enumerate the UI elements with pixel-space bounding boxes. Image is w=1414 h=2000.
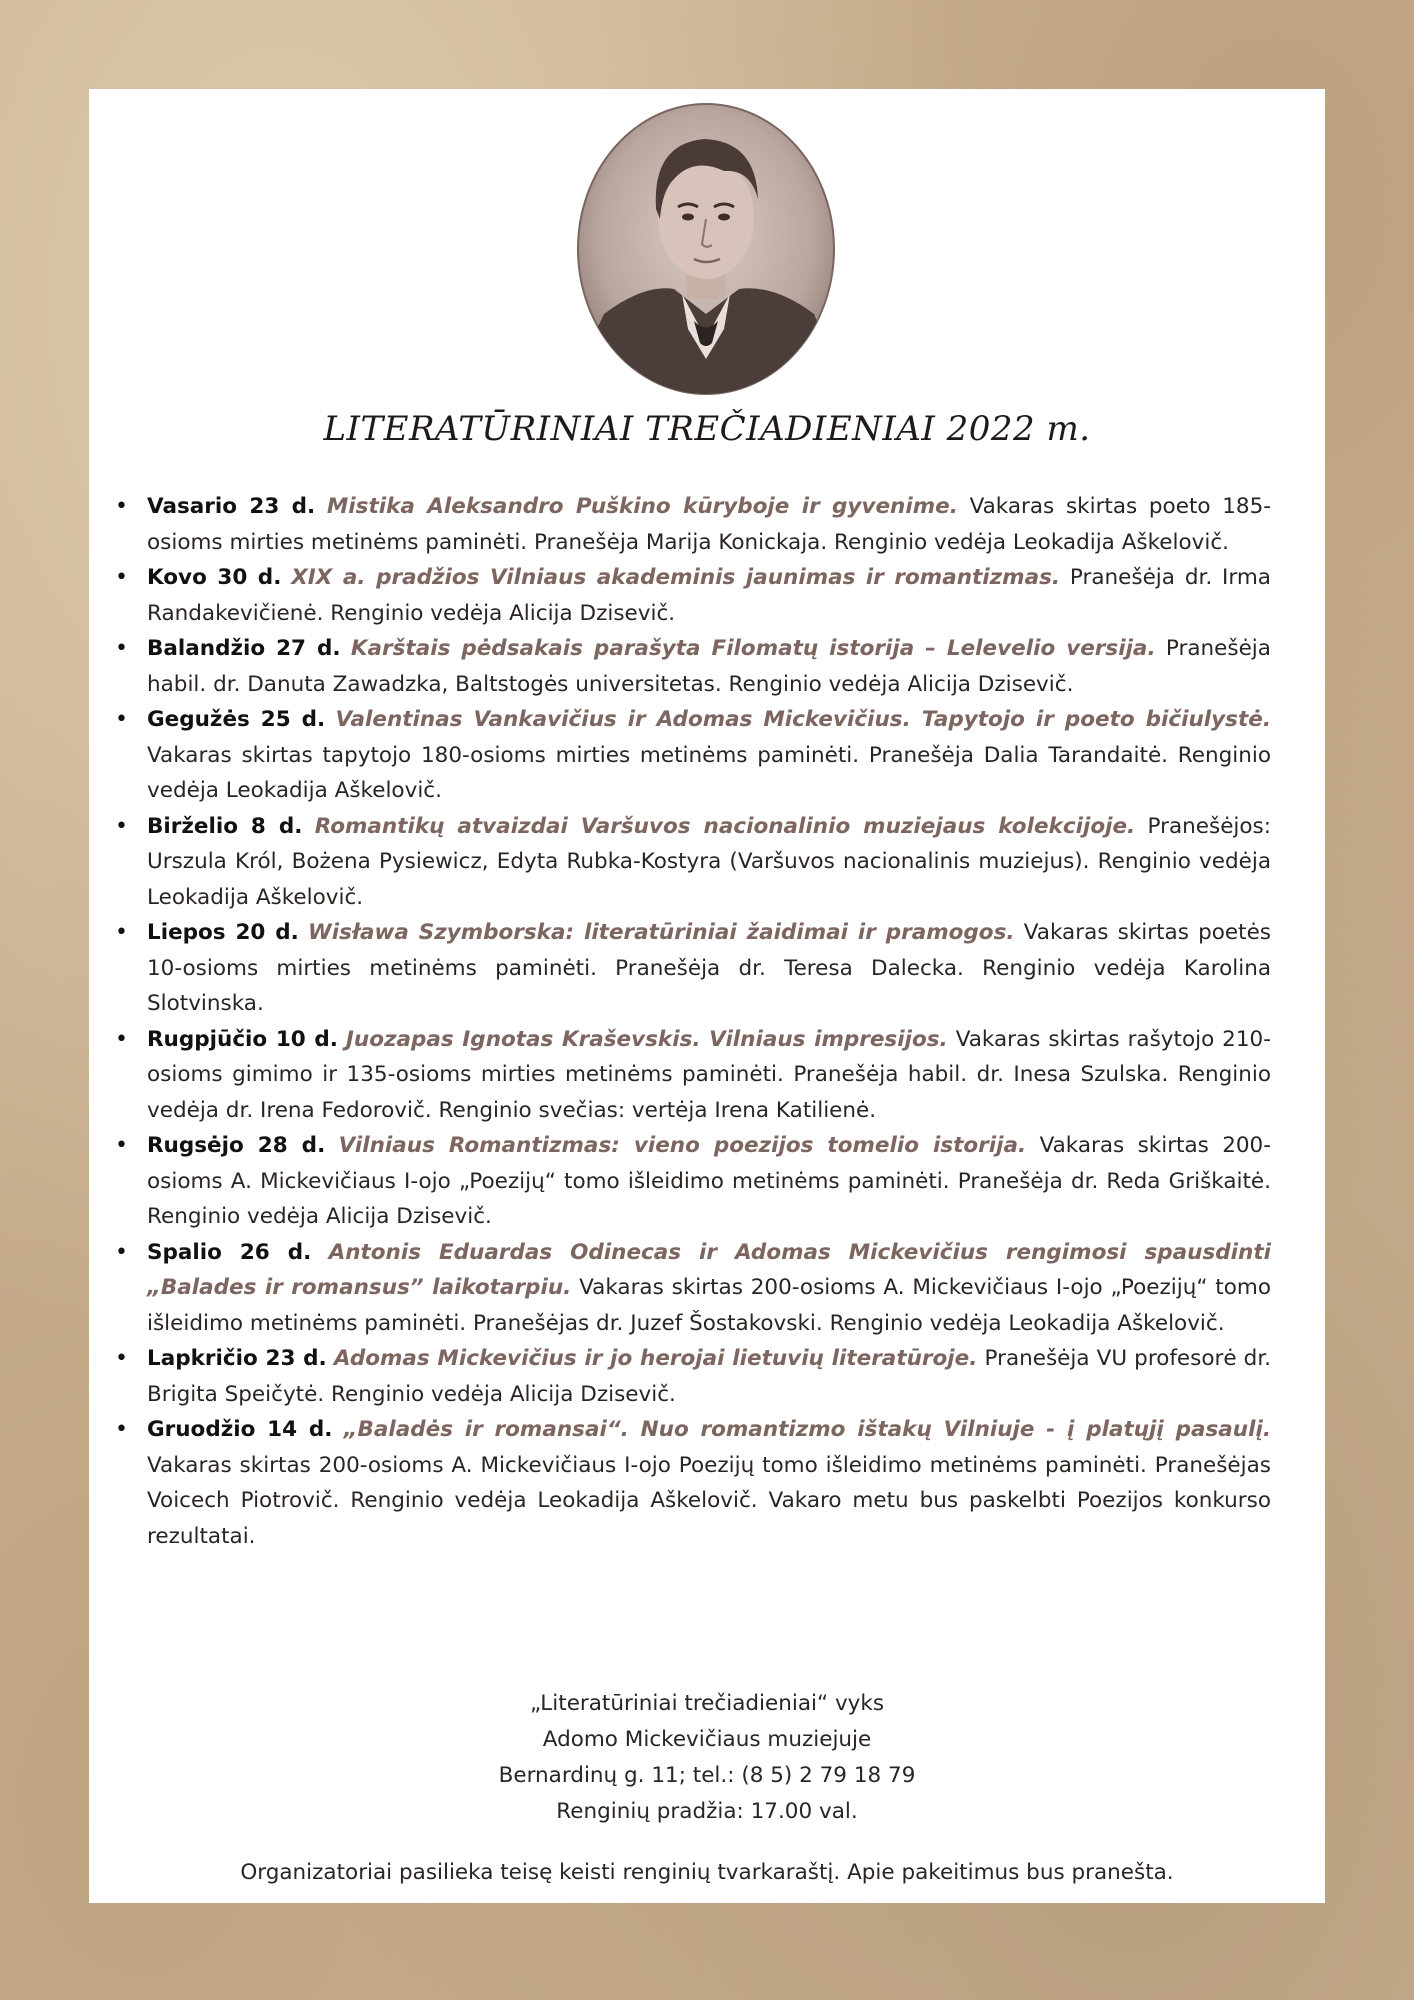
event-date: Liepos 20 d. xyxy=(147,920,299,945)
event-description: Vakaras skirtas 200-osioms A. Mickevičiaus I-ojo Poezijų tomo išleidimo metinėms paminėti. Pranešėjas Voicech Piotrovič. Renginio vedėja Leokadija Aškelovič. Vakaro metu bus paskelbti Poezijos konkurso rezultatai. xyxy=(147,1452,1271,1549)
event-date: Kovo 30 d. xyxy=(147,565,282,590)
event-title: XIX a. pradžios Vilniaus akademinis jaunimas ir romantizmas. xyxy=(291,565,1061,590)
event-date: Rugsėjo 28 d. xyxy=(147,1133,326,1158)
list-item xyxy=(147,915,1271,1022)
event-title: Romantikų atvaizdai Varšuvos nacionalinio muziejaus kolekcijoje. xyxy=(314,813,1136,839)
event-description: Vakaras skirtas 200-osioms A. Mickevičiaus I-ojo „Poezijų“ tomo išleidimo metinėms paminėti. Pranešėja dr. Reda Griškaitė. Renginio vedėja Alicija Dzisevič. xyxy=(147,1133,1271,1229)
event-title: Antonis Eduardas Odinecas ir Adomas Mickevičius rengimosi spausdinti „Balades ir romansus” laikotarpiu. xyxy=(147,1239,1271,1300)
event-date: Spalio 26 d. xyxy=(147,1239,312,1265)
list-item xyxy=(147,489,1271,560)
list-item xyxy=(147,560,1271,631)
start-time: Renginių pradžia: 17.00 val. xyxy=(556,1799,858,1824)
list-item xyxy=(147,1235,1271,1342)
event-description: Vakaras skirtas 200-osioms A. Mickevičiaus I-ojo „Poezijų“ tomo išleidimo metinėms paminėti. Pranešėjas dr. Juzef Šostakovski. Renginio vedėja Leokadija Aškelovič. xyxy=(147,1275,1271,1336)
event-title: Karštais pėdsakais parašyta Filomatų istorija – Lelevelio versija. xyxy=(350,636,1156,661)
event-title: Mistika Aleksandro Puškino kūryboje ir gyvenime. xyxy=(326,494,958,519)
event-description: Vakaras skirtas poetės 10-osioms mirties metinėms paminėti. Pranešėja dr. Teresa Dalecka. Renginio vedėja Karolina Slotvinska. xyxy=(147,920,1272,1016)
event-description: Pranešėjos: Urszula Król, Bożena Pysiewicz, Edyta Rubka-Kostyra (Varšuvos nacionalinis muziejus). Renginio vedėja Leokadija Aškelovič. xyxy=(147,813,1271,910)
event-date: Balandžio 27 d. xyxy=(147,636,341,661)
event-title: Vilniaus Romantizmas: vieno poezijos tomelio istorija. xyxy=(338,1133,1027,1158)
event-description: Vakaras skirtas tapytojo 180-osioms mirties metinėms paminėti. Pranešėja Dalia Tarandaitė. Renginio vedėja Leokadija Aškelovič. xyxy=(147,742,1271,803)
event-title: Valentinas Vankavičius ir Adomas Mickevičius. Tapytojo ir poeto bičiulystė. xyxy=(335,707,1271,732)
event-description: Pranešėja habil. dr. Danuta Zawadzka, Baltstogės universitetas. Renginio vedėja Alicija Dzisevič. xyxy=(147,636,1271,697)
list-item xyxy=(147,702,1271,809)
venue-name: Adomo Mickevičiaus muziejuje xyxy=(542,1727,872,1752)
portrait xyxy=(574,99,839,399)
event-title: Juozapas Ignotas Kraševskis. Vilniaus impresijos. xyxy=(345,1026,948,1052)
event-title: Adomas Mickevičius ir jo herojai lietuvių literatūroje. xyxy=(333,1346,978,1371)
portrait-engraving xyxy=(574,99,839,399)
event-description: Pranešėja dr. Irma Randakevičienė. Renginio vedėja Alicija Dzisevič. xyxy=(147,565,1271,626)
event-description: Vakaras skirtas poeto 185-osioms mirties metinėms paminėti. Pranešėja Marija Konickaja. Renginio vedėja Leokadija Aškelovič. xyxy=(147,494,1272,555)
list-item xyxy=(147,1412,1271,1554)
list-item xyxy=(147,1022,1271,1129)
event-title: „Baladės ir romansai“. Nuo romantizmo ištakų Vilniuje - į platųjį pasaulį. xyxy=(343,1417,1271,1442)
list-item xyxy=(147,1128,1271,1235)
organizer-notice: Organizatoriai pasilieka teisę keisti renginių tvarkaraštį. Apie pakeitimus bus pranešta. xyxy=(240,1860,1174,1885)
event-title: Wisława Szymborska: literatūriniai žaidimai ir pramogos. xyxy=(308,920,1015,945)
list-item xyxy=(147,1341,1271,1412)
event-date: Rugpjūčio 10 d. xyxy=(147,1026,338,1052)
event-date: Gegužės 25 d. xyxy=(147,707,326,732)
poster-sheet xyxy=(89,89,1325,1903)
list-item xyxy=(147,809,1271,916)
list-item xyxy=(147,631,1271,702)
page-title: LITERATŪRINIAI TREČIADIENIAI 2022 m. xyxy=(323,409,1091,449)
venue-line: „Literatūriniai trečiadieniai“ vyks xyxy=(529,1691,885,1716)
event-date: Birželio 8 d. xyxy=(147,813,303,839)
event-description: Pranešėja VU profesorė dr. Brigita Speičytė. Renginio vedėja Alicija Dzisevič. xyxy=(147,1346,1272,1407)
event-list xyxy=(147,489,1271,1554)
event-date: Lapkričio 23 d. xyxy=(147,1346,327,1371)
event-description: Vakaras skirtas rašytojo 210-osioms gimimo ir 135-osioms mirties metinėms paminėti. Pranešėja habil. dr. Inesa Szulska. Renginio vedėja dr. Irena Fedorovič. Renginio svečias: vertėja Irena Katilienė. xyxy=(147,1026,1271,1123)
event-date: Vasario 23 d. xyxy=(147,494,316,519)
venue-address: Bernardinų g. 11; tel.: (8 5) 2 79 18 79 xyxy=(498,1763,916,1788)
event-date: Gruodžio 14 d. xyxy=(147,1417,333,1442)
venue-info xyxy=(89,1686,1325,1830)
